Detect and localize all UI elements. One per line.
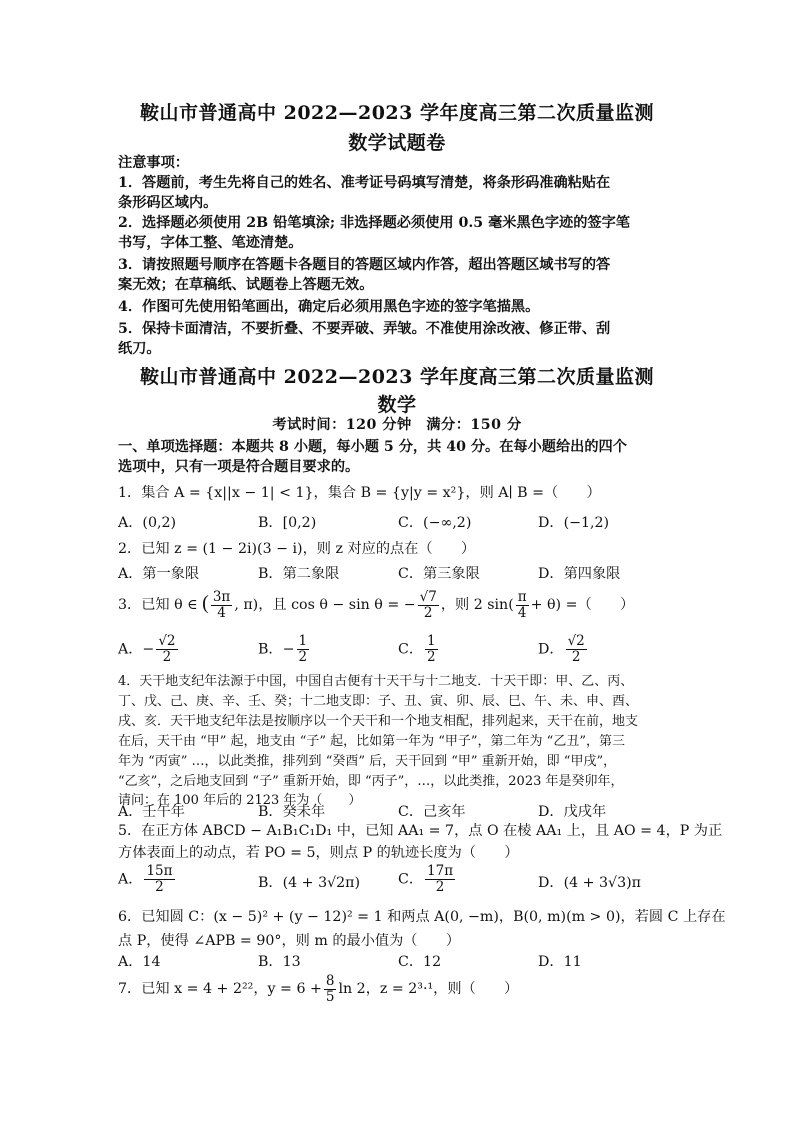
notice-line: 书写，字体工整、笔迹清楚。 (118, 235, 303, 251)
question-2-option-d: D．第四象限 (538, 566, 621, 582)
notice-line: 2．选择题必须使用 2B 铅笔填涂; 非选择题必须使用 0.5 毫米黑色字迹的签字笔 (118, 215, 630, 231)
question-4-option-d: D．戊戌年 (538, 804, 607, 820)
question-4-line: “乙亥”，之后地支回到 “子” 重新开始，即 “丙子”，…，以此类推，2023 年是癸卯年， (118, 774, 624, 789)
question-6-option-d: D．11 (538, 954, 582, 970)
question-4-line: 年为 “丙寅” …，以此类推，排列到 “癸酉” 后，天干回到 “甲” 重新开始，即 “甲戌”， (118, 754, 617, 769)
question-5-option-d: D．(4 + 3√3)π (538, 875, 641, 891)
notice-line: 案无效；在草稿纸、试题卷上答题无效。 (118, 277, 374, 293)
question-6-line: 6．已知圆 C：(x − 5)² + (y − 12)² = 1 和两点 A(0, −m)，B(0, m)(m > 0)，若圆 C 上存在 (118, 909, 726, 925)
question-6-option-c: C．12 (398, 954, 442, 970)
question-4-option-a: A．壬午年 (118, 804, 185, 820)
question-4-line: 4．天干地支纪年法源于中国，中国自古便有十天干与十二地支．十天干即：甲、乙、丙、 (118, 674, 634, 689)
question-7-text: 7．已知 x = 4 + 2²²，y = 6 + (118, 981, 322, 997)
question-6-option-a: A．14 (118, 954, 161, 970)
question-1-option-d: D．(−1,2) (538, 515, 610, 531)
notice-line: 1．答题前，考生先将自己的姓名、准考证号码填写清楚，将条形码准确粘贴在 (118, 175, 611, 191)
question-4-line: 戌、亥．天干地支纪年法是按顺序以一个天干和一个地支相配，排列起来，天干在前，地支 (118, 714, 639, 729)
section-heading: 选项中，只有一项是符合题目要求的。 (118, 459, 360, 475)
question-7-stem (118, 972, 688, 1006)
question-4-line: 在后，天干由 “甲” 起，地支由 “子” 起，比如第一年为 “甲子”，第二年为 “乙丑”，第三 (118, 734, 625, 749)
question-3-stem: 3．已知 θ ∈ ( $\frac{3\pi}{4}$ , π)，且 cos θ − sin θ = − $\frac{√7}{2}$ ，则 2 sin( $\frac{\pi}{4}$ + θ) =（ ） (118, 588, 635, 621)
section-heading: 一、单项选择题：本题共 8 小题，每小题 5 分，共 40 分。在每小题给出的四个 (118, 439, 627, 455)
question-2-option-c: C．第三象限 (398, 566, 480, 582)
question-3-option-b: B．− $\frac{1}{2}$ (258, 633, 308, 665)
paper-title: 鞍山市普通高中 2022—2023 学年度高三第二次质量监测 (140, 102, 654, 124)
question-5-option-c: C． $\frac{17\pi}{2}$ (398, 863, 454, 895)
question-3-text: 3．已知 θ ∈ (118, 597, 198, 613)
question-3-text: + θ) =（ ） (530, 597, 635, 613)
question-5-option-b: B．(4 + 3√2π) (258, 875, 361, 891)
question-3-interval-fraction: $\frac{3\pi}{4}$ (212, 588, 231, 621)
exam-title: 鞍山市普通高中 2022—2023 学年度高三第二次质量监测 (140, 366, 654, 388)
question-7-fraction: $\frac{8}{5}$ (325, 972, 335, 1005)
question-1-option-b: B．[0,2) (258, 515, 317, 531)
question-3-sin-fraction: $\frac{\pi}{4}$ (517, 588, 527, 621)
paper-subtitle: 数学试题卷 (348, 132, 446, 154)
notice-heading: 注意事项： (118, 155, 189, 171)
notice-line: 4．作图可先使用铅笔画出，确定后必须用黑色字迹的签字笔描黑。 (118, 299, 540, 315)
exam-subtitle: 数学 (377, 394, 417, 416)
question-6-option-b: B．13 (258, 954, 301, 970)
question-5-line: 方体表面上的动点，若 PO = 5，则点 P 的轨迹长度为（ ） (118, 845, 519, 861)
exam-info: 考试时间：120 分钟 满分：150 分 (272, 417, 522, 433)
question-2-option-a: A．第一象限 (118, 566, 200, 582)
notice-line: 3．请按照题号顺序在答题卡各题目的答题区域内作答，超出答题区域书写的答 (118, 257, 611, 273)
question-2-stem: 2．已知 z = (1 − 2i)(3 − i)，则 z 对应的点在（ ） (118, 541, 476, 557)
question-1-option-a: A．(0,2) (118, 515, 177, 531)
notice-line: 5．保持卡面清洁，不要折叠、不要弄破、弄皱。不准使用涂改液、修正带、刮 (118, 321, 611, 337)
question-3-text: ，则 2 sin( (440, 597, 514, 613)
notice-line: 纸刀。 (118, 341, 161, 357)
question-4-line: 丁、戊、己、庚、辛、壬、癸；十二地支即：子、丑、寅、卯、辰、巳、午、未、申、酉、 (118, 694, 639, 709)
question-2-option-b: B．第二象限 (258, 566, 340, 582)
question-5-option-a: A． $\frac{15\pi}{2}$ (118, 863, 173, 895)
question-3-option-a: A．− $\frac{√2}{2}$ (118, 633, 176, 665)
question-4-option-c: C．己亥年 (398, 804, 466, 820)
question-3-rhs-fraction: $\frac{√7}{2}$ (419, 588, 437, 621)
question-1-option-c: C．(−∞,2) (398, 515, 472, 531)
question-6-line: 点 P，使得 ∠APB = 90°，则 m 的最小值为（ ） (118, 933, 461, 949)
question-5-line: 5．在正方体 ABCD − A₁B₁C₁D₁ 中，已知 AA₁ = 7，点 O 在棱 AA₁ 上，且 AO = 4，P 为正 (118, 823, 723, 839)
question-7-text: ln 2，z = 2³·¹，则（ ） (338, 981, 519, 997)
question-4-option-b: B．癸未年 (258, 804, 326, 820)
notice-line: 条形码区域内。 (118, 195, 218, 211)
question-3-option-c: C． $\frac{1}{2}$ (398, 633, 436, 665)
question-3-text: , π)，且 cos θ − sin θ = − (234, 597, 416, 613)
question-3-option-d: D． $\frac{√2}{2}$ (538, 633, 585, 665)
question-4-line: 请问：在 100 年后的 2123 年为（ ） (118, 793, 362, 808)
question-1-stem: 1．集合 A = {x||x − 1| < 1}，集合 B = {y|y = x²}，则 A∣ B =（ ） (118, 485, 601, 501)
